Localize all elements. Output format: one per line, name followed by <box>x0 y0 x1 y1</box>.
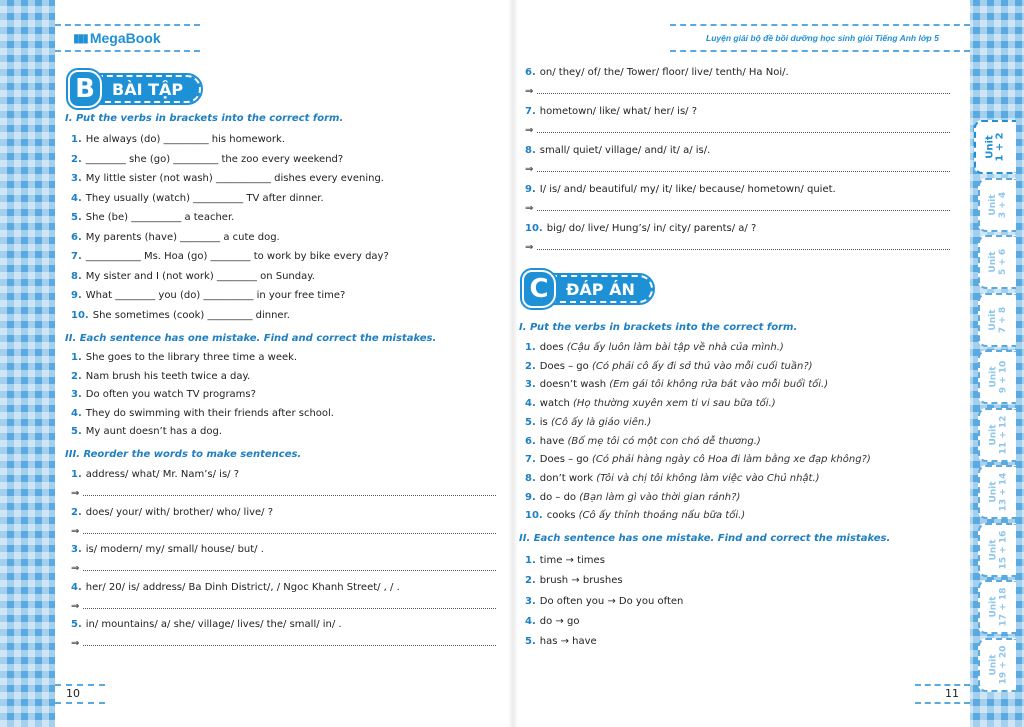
list-item <box>71 290 345 301</box>
item-text: My sister and I (not work) ________ on Sunday. <box>85 270 315 282</box>
item-number: 5. <box>525 416 536 428</box>
item-text: have <box>539 435 565 447</box>
item-number: 1. <box>525 555 536 566</box>
list-item <box>525 436 761 447</box>
answer-line <box>525 203 958 214</box>
unit-range: 7 + 8 <box>998 306 1008 333</box>
page-number-ribbon-right <box>915 684 970 704</box>
item-text: (Tôi và chị tôi không làm việc vào Chủ nhật.) <box>596 472 820 484</box>
unit-word: Unit <box>987 366 998 388</box>
answer-2-title: II. Each sentence has one mistake. Find and correct the mistakes. <box>519 533 891 544</box>
list-item <box>71 193 324 204</box>
list-item <box>71 544 264 555</box>
unit-range: 5 + 6 <box>998 248 1008 276</box>
unit-word: Unit <box>988 423 999 446</box>
unit-tab-label <box>988 415 1008 454</box>
dotted-blank[interactable] <box>83 526 496 534</box>
item-number: 7. <box>71 251 82 262</box>
item-text: Do often you → Do you often <box>539 595 684 607</box>
unit-tab[interactable] <box>978 235 1016 289</box>
item-number: 8. <box>71 270 82 282</box>
item-text: She (be) __________ a teacher. <box>85 212 235 223</box>
list-item <box>71 212 234 223</box>
list-item <box>71 310 290 321</box>
unit-tab-label <box>988 191 1008 217</box>
item-number: 1. <box>525 342 536 353</box>
dotted-blank[interactable] <box>537 164 950 172</box>
item-number: 9. <box>71 290 82 301</box>
item-text: small/ quiet/ village/ and/ it/ a/ is/. <box>539 145 711 156</box>
list-item <box>71 371 250 382</box>
unit-word: Unit <box>988 596 999 618</box>
answer-line <box>71 638 504 649</box>
item-text: (Có phải cô ấy đi sở thú vào mỗi cuối tuần?) <box>591 360 813 372</box>
exercise-3-title: III. Reorder the words to make sentences. <box>65 449 302 460</box>
item-number: 1. <box>71 469 82 480</box>
item-number: 5. <box>525 636 536 648</box>
answer-line <box>71 526 504 537</box>
left-page <box>55 0 513 727</box>
answer-line <box>71 563 504 574</box>
page-number-left: 10 <box>66 687 80 700</box>
item-number: 6. <box>525 435 536 447</box>
unit-tab-label <box>986 132 1006 161</box>
item-number: 4. <box>71 581 82 593</box>
arrow-icon: ⇒ <box>525 125 534 136</box>
item-text: do – do <box>539 491 577 503</box>
unit-tab[interactable] <box>978 523 1016 577</box>
item-text: don’t work <box>539 472 594 484</box>
item-text: ________ she (go) _________ the zoo every weekend? <box>85 153 344 165</box>
item-number: 5. <box>71 212 82 223</box>
item-text: do → go <box>539 615 580 627</box>
item-number: 4. <box>525 615 536 627</box>
unit-tab[interactable] <box>978 638 1016 692</box>
item-text: has → have <box>539 636 597 648</box>
unit-tab-label <box>988 361 1008 394</box>
item-number: 7. <box>525 454 536 466</box>
list-item <box>525 616 579 627</box>
arrow-icon: ⇒ <box>71 525 80 537</box>
unit-range: 15 + 16 <box>998 530 1009 569</box>
list-item <box>525 555 605 566</box>
item-text: Do often you watch TV programs? <box>85 389 256 400</box>
logo-ribbon <box>55 24 200 52</box>
list-item <box>525 67 789 78</box>
unit-tab-label <box>988 645 1008 684</box>
list-item <box>525 596 683 607</box>
dotted-blank[interactable] <box>83 488 496 496</box>
item-number: 5. <box>71 426 82 437</box>
list-item <box>525 492 740 503</box>
item-text: does/ your/ with/ brother/ who/ live/ ? <box>85 506 274 518</box>
item-text: in/ mountains/ a/ she/ village/ lives/ the/ small/ in/ . <box>85 619 342 630</box>
unit-range: 3 + 4 <box>998 191 1008 218</box>
item-text: brush → brushes <box>539 575 623 587</box>
unit-word: Unit <box>988 251 998 273</box>
list-item <box>525 106 697 117</box>
unit-word: Unit <box>984 135 996 159</box>
list-item <box>71 619 342 630</box>
unit-tab[interactable] <box>978 465 1016 519</box>
item-text: cooks <box>546 510 576 522</box>
dotted-blank[interactable] <box>83 563 496 571</box>
unit-tab-label <box>988 249 1008 275</box>
list-item <box>525 417 651 428</box>
list-item <box>525 510 745 521</box>
item-text: My little sister (not wash) ___________ dishes every evening. <box>85 173 384 184</box>
list-item <box>525 575 623 586</box>
book-title-ribbon <box>670 24 970 52</box>
item-number: 2. <box>525 360 536 372</box>
unit-tab[interactable] <box>978 293 1016 347</box>
arrow-icon: ⇒ <box>525 242 534 253</box>
item-text: doesn’t wash <box>539 379 607 391</box>
item-number: 10. <box>525 223 543 234</box>
list-item <box>71 173 384 184</box>
list-item <box>71 352 297 363</box>
unit-tab-label <box>988 530 1008 569</box>
item-text: is <box>539 416 548 428</box>
answer-line <box>525 86 958 97</box>
ribbon-tail <box>200 26 212 50</box>
dotted-blank[interactable] <box>537 242 950 250</box>
item-text: (Bố mẹ tôi có một con chó dễ thương.) <box>567 435 761 447</box>
item-number: 3. <box>71 389 82 400</box>
logo-text: MegaBook <box>89 30 161 46</box>
item-text: They usually (watch) __________ TV after dinner. <box>85 192 324 204</box>
dotted-blank[interactable] <box>537 203 950 211</box>
unit-tab[interactable] <box>978 580 1016 634</box>
unit-range: 11 + 12 <box>998 415 1009 454</box>
item-text: Nam brush his teeth twice a day. <box>85 370 251 382</box>
megabook-logo-icon: ▮▮▮ <box>73 31 87 45</box>
list-item <box>525 636 597 647</box>
arrow-icon: ⇒ <box>525 86 534 97</box>
section-title-bai-tap: BÀI TẬP <box>96 75 201 103</box>
item-number: 3. <box>525 595 536 607</box>
list-item <box>525 145 710 156</box>
item-text: ___________ Ms. Hoa (go) ________ to work by bike every day? <box>85 251 389 262</box>
list-item <box>525 342 784 353</box>
dotted-blank[interactable] <box>537 86 950 94</box>
item-number: 10. <box>71 309 89 321</box>
unit-range: 13 + 14 <box>998 472 1009 512</box>
item-text: (Bạn làm gì vào thời gian rảnh?) <box>579 491 741 503</box>
list-item <box>71 154 343 165</box>
item-number: 8. <box>525 145 536 156</box>
list-item <box>71 389 256 400</box>
item-text: (Em gái tôi không rửa bát vào mỗi buổi tối.) <box>609 379 829 391</box>
item-number: 4. <box>71 192 82 204</box>
list-item <box>71 232 280 243</box>
item-text: Does – go <box>539 454 589 466</box>
list-item <box>71 134 285 145</box>
unit-tab[interactable] <box>974 120 1016 174</box>
list-item <box>525 223 756 234</box>
item-number: 2. <box>71 370 82 382</box>
item-number: 7. <box>525 106 536 117</box>
item-text: My aunt doesn’t has a dog. <box>85 426 222 437</box>
unit-word: Unit <box>988 653 999 676</box>
unit-range: 17 + 18 <box>998 587 1009 627</box>
unit-tab[interactable] <box>978 178 1016 232</box>
item-text: I/ is/ and/ beautiful/ my/ it/ like/ because/ hometown/ quiet. <box>539 184 836 195</box>
unit-range: 19 + 20 <box>998 645 1009 684</box>
item-text: (Có phải hàng ngày cô Hoa đi làm bằng xe đạp không?) <box>591 454 871 466</box>
answer-line <box>525 125 958 136</box>
item-text: watch <box>539 398 570 410</box>
arrow-icon: ⇒ <box>525 203 534 214</box>
item-number: 5. <box>71 619 82 630</box>
item-text: She sometimes (cook) _________ dinner. <box>92 309 290 321</box>
item-number: 1. <box>71 352 82 363</box>
item-text: She goes to the library three time a week. <box>85 352 298 363</box>
answer-1-title: I. Put the verbs in brackets into the correct form. <box>519 322 798 333</box>
arrow-icon: ⇒ <box>525 164 534 175</box>
item-number: 4. <box>71 407 82 419</box>
item-number: 2. <box>71 153 82 165</box>
unit-tab-label <box>988 473 1008 512</box>
item-number: 3. <box>525 379 536 391</box>
unit-tab-label <box>988 306 1008 332</box>
item-text: He always (do) _________ his homework. <box>85 134 285 145</box>
item-text: time → times <box>539 555 605 566</box>
arrow-icon: ⇒ <box>71 563 80 574</box>
item-number: 2. <box>525 575 536 587</box>
answer-line <box>71 601 504 612</box>
item-number: 9. <box>525 491 536 503</box>
list-item <box>71 251 389 262</box>
item-text: (Cô ấy là giáo viên.) <box>550 416 652 428</box>
page-number-ribbon-left <box>55 684 105 704</box>
item-text: Does – go <box>539 360 589 372</box>
item-text: address/ what/ Mr. Nam’s/ is/ ? <box>85 469 240 480</box>
answer-line <box>525 164 958 175</box>
exercise-1-title: I. Put the verbs in brackets into the correct form. <box>65 113 344 124</box>
item-number: 2. <box>71 506 82 518</box>
unit-tab[interactable] <box>978 408 1016 462</box>
list-item <box>525 361 813 372</box>
item-number: 3. <box>71 173 82 184</box>
item-number: 6. <box>71 231 82 243</box>
unit-word: Unit <box>988 308 998 331</box>
list-item <box>525 398 776 409</box>
item-number: 9. <box>525 184 536 195</box>
arrow-icon: ⇒ <box>71 638 80 649</box>
unit-word: Unit <box>988 193 998 216</box>
item-number: 6. <box>525 67 536 78</box>
item-text: hometown/ like/ what/ her/ is/ ? <box>539 106 698 117</box>
item-text: her/ 20/ is/ address/ Ba Dinh District/, / Ngoc Khanh Street/ , / . <box>85 581 400 593</box>
list-item <box>71 507 273 518</box>
item-text: does <box>539 342 564 353</box>
item-text: (Cô ấy thỉnh thoảng nấu bữa tối.) <box>578 510 746 522</box>
answer-line <box>525 242 958 253</box>
dotted-blank[interactable] <box>83 601 496 609</box>
item-text: My parents (have) ________ a cute dog. <box>85 231 280 243</box>
item-text: big/ do/ live/ Hung’s/ in/ city/ parents/ a/ ? <box>546 223 757 234</box>
item-text: is/ modern/ my/ small/ house/ but/ . <box>85 544 264 555</box>
unit-tab[interactable] <box>978 350 1016 404</box>
arrow-icon: ⇒ <box>71 488 80 499</box>
unit-word: Unit <box>988 481 999 503</box>
unit-range: 9 + 10 <box>997 360 1008 394</box>
list-item <box>71 582 400 593</box>
item-number: 4. <box>525 398 536 410</box>
item-number: 3. <box>71 544 82 555</box>
item-text: (Cậu ấy luôn làm bài tập về nhà của mình.) <box>566 342 784 353</box>
unit-tab-label <box>988 588 1008 627</box>
unit-range: 1 + 2 <box>994 132 1006 162</box>
section-c-header <box>522 270 653 308</box>
item-number: 10. <box>525 510 543 522</box>
arrow-icon: ⇒ <box>71 600 80 612</box>
list-item <box>525 379 828 390</box>
section-letter-b: B <box>68 70 102 108</box>
list-item <box>525 473 820 484</box>
dotted-blank[interactable] <box>83 638 496 646</box>
book-gutter <box>508 0 518 727</box>
list-item <box>525 454 871 465</box>
page-number-right: 11 <box>945 687 959 700</box>
item-text: What ________ you (do) __________ in your free time? <box>85 290 346 301</box>
section-title-dap-an: ĐÁP ÁN <box>550 275 653 303</box>
section-b-header <box>68 70 201 108</box>
answer-line <box>71 488 504 499</box>
item-number: 8. <box>525 472 536 484</box>
list-item <box>525 184 836 195</box>
item-text: (Họ thường xuyên xem ti vi sau bữa tối.) <box>573 398 776 410</box>
list-item <box>71 426 222 437</box>
exercise-2-title: II. Each sentence has one mistake. Find and correct the mistakes. <box>65 333 437 344</box>
list-item <box>71 469 239 480</box>
item-number: 1. <box>71 134 82 145</box>
unit-word: Unit <box>988 538 999 561</box>
item-text: They do swimming with their friends after school. <box>85 407 334 419</box>
list-item <box>71 271 315 282</box>
list-item <box>71 408 334 419</box>
item-text: on/ they/ of/ the/ Tower/ floor/ live/ tenth/ Ha Noi/. <box>539 67 789 78</box>
book-title: Luyện giải bộ đề bồi dưỡng học sinh giỏi Tiếng Anh lớp 5 <box>706 33 939 43</box>
dotted-blank[interactable] <box>537 125 950 133</box>
section-letter-c: C <box>522 270 556 308</box>
